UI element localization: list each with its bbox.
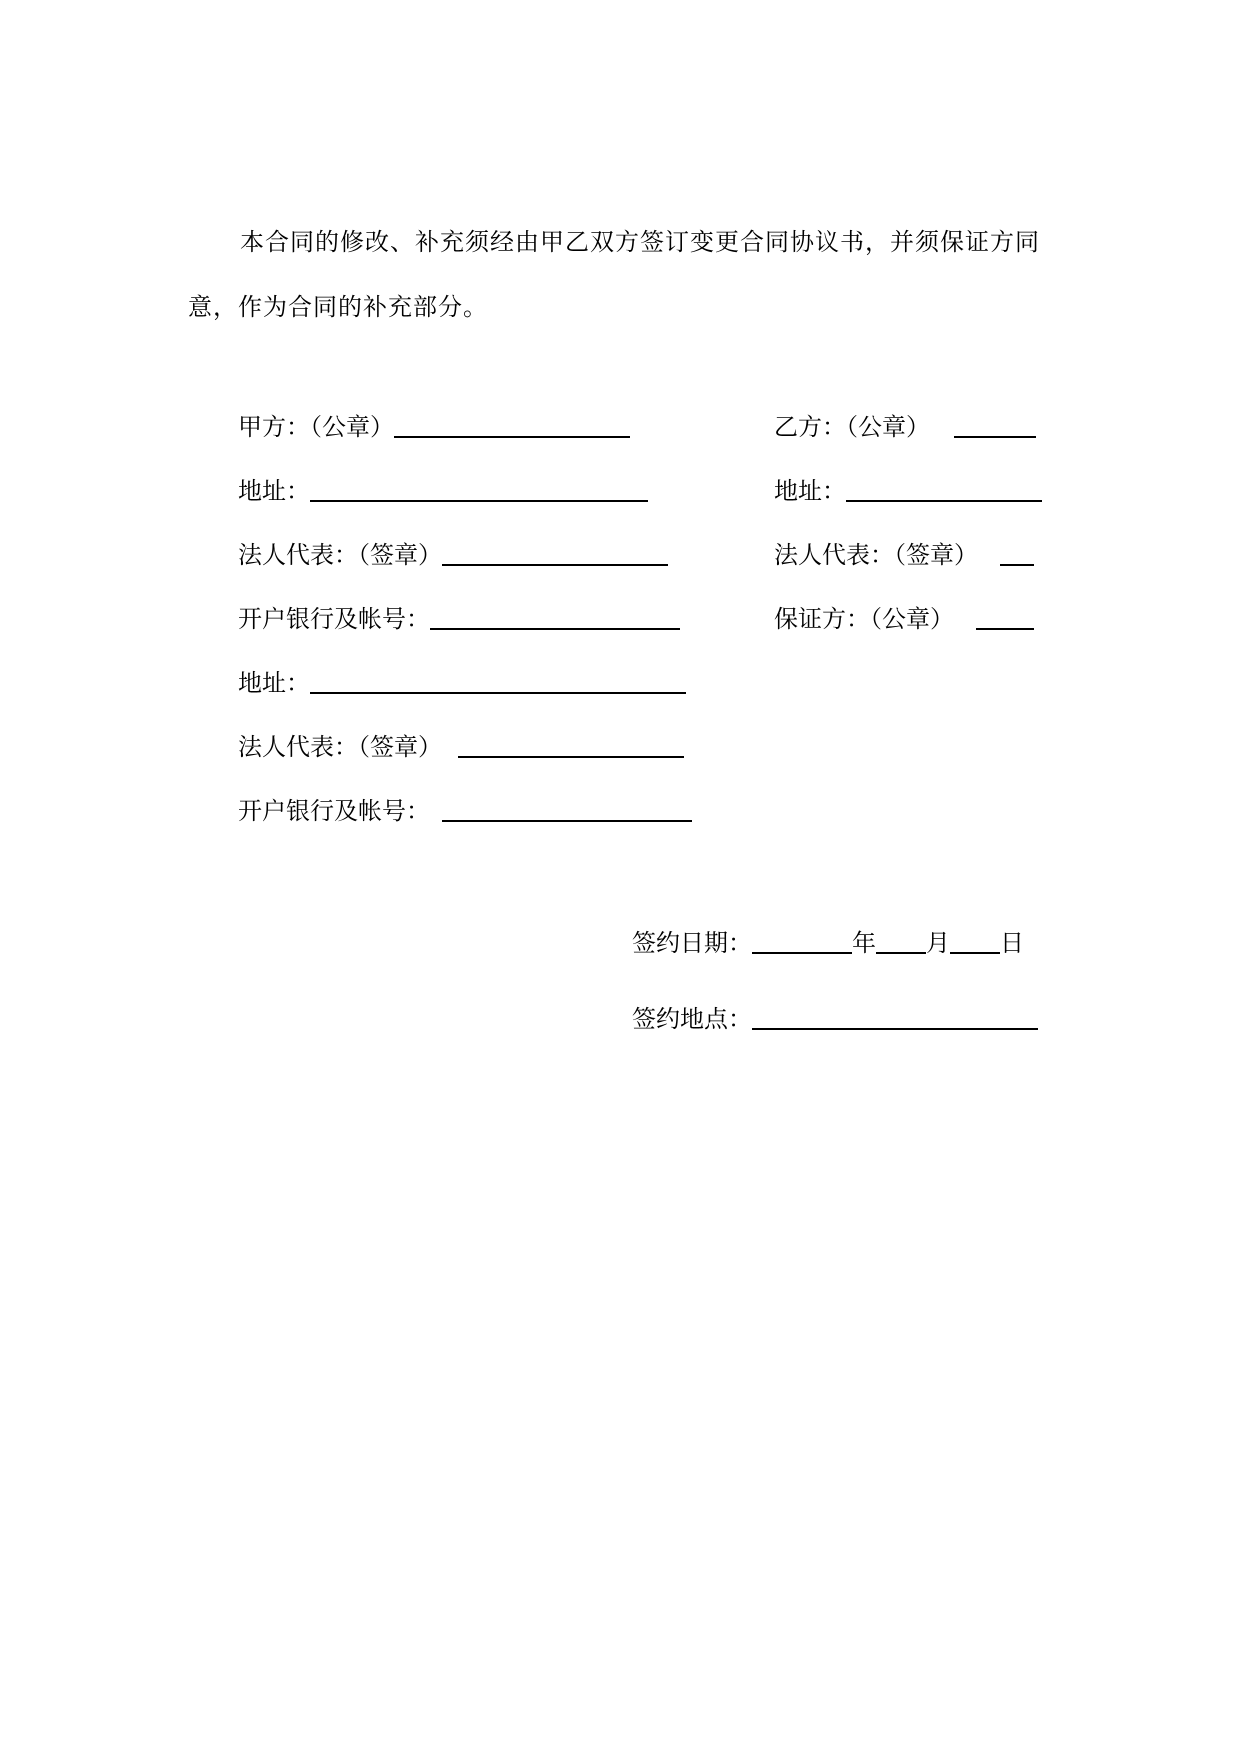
signing-month-unit: 月 xyxy=(926,929,950,957)
signing-place-label: 签约地点： xyxy=(632,1005,752,1033)
guarantor-seal-label: 保证方：（公章） xyxy=(774,605,954,633)
guarantor-bank-field xyxy=(238,794,692,826)
guarantor-legal-rep-label: 法人代表：（签章） xyxy=(238,733,442,761)
party-b-legal-rep-label: 法人代表：（签章） xyxy=(774,541,978,569)
party-a-legal-rep-label: 法人代表：（签章） xyxy=(238,541,442,569)
party-b-seal-label: 乙方：（公章） xyxy=(774,413,930,441)
signing-day-unit: 日 xyxy=(1000,929,1024,957)
party-b-address-field xyxy=(774,474,1042,506)
party-b-legal-rep-blank[interactable] xyxy=(1000,540,1034,566)
party-a-seal-label: 甲方：（公章） xyxy=(238,413,394,441)
party-b-seal-field xyxy=(774,410,1036,442)
party-a-address-label: 地址： xyxy=(238,477,310,505)
guarantor-bank-blank[interactable] xyxy=(442,796,692,822)
guarantor-legal-rep-blank[interactable] xyxy=(458,732,684,758)
guarantor-seal-field xyxy=(774,602,1034,634)
party-a-address-blank[interactable] xyxy=(310,476,648,502)
party-a-legal-rep-blank[interactable] xyxy=(442,540,668,566)
signing-place-blank[interactable] xyxy=(752,1004,1038,1030)
guarantor-address-label: 地址： xyxy=(238,669,310,697)
party-b-address-blank[interactable] xyxy=(846,476,1042,502)
party-a-seal-blank[interactable] xyxy=(394,412,630,438)
party-a-bank-blank[interactable] xyxy=(430,604,680,630)
party-a-legal-rep-field xyxy=(238,538,668,570)
party-a-seal-field xyxy=(238,410,630,442)
party-a-bank-label: 开户银行及帐号： xyxy=(238,605,430,633)
party-b-legal-rep-field xyxy=(774,538,1034,570)
party-b-address-label: 地址： xyxy=(774,477,846,505)
signing-date-label: 签约日期： xyxy=(632,929,752,957)
amendment-clause: 本合同的修改、补充须经由甲乙双方签订变更合同协议书，并须保证方同意，作为合同的补充部分。 xyxy=(188,228,1040,321)
signing-place-field xyxy=(632,1002,1038,1034)
signing-day-blank[interactable] xyxy=(950,928,1000,954)
guarantor-address-field xyxy=(238,666,686,698)
guarantor-seal-blank[interactable] xyxy=(976,604,1034,630)
party-a-address-field xyxy=(238,474,648,506)
guarantor-address-blank[interactable] xyxy=(310,668,686,694)
party-a-bank-field xyxy=(238,602,680,634)
signing-date-field xyxy=(632,926,1024,958)
signing-month-blank[interactable] xyxy=(876,928,926,954)
signing-year-blank[interactable] xyxy=(752,928,852,954)
guarantor-bank-label: 开户银行及帐号： xyxy=(238,797,430,825)
party-b-seal-blank[interactable] xyxy=(954,412,1036,438)
signing-year-unit: 年 xyxy=(852,929,876,957)
guarantor-legal-rep-field xyxy=(238,730,684,762)
